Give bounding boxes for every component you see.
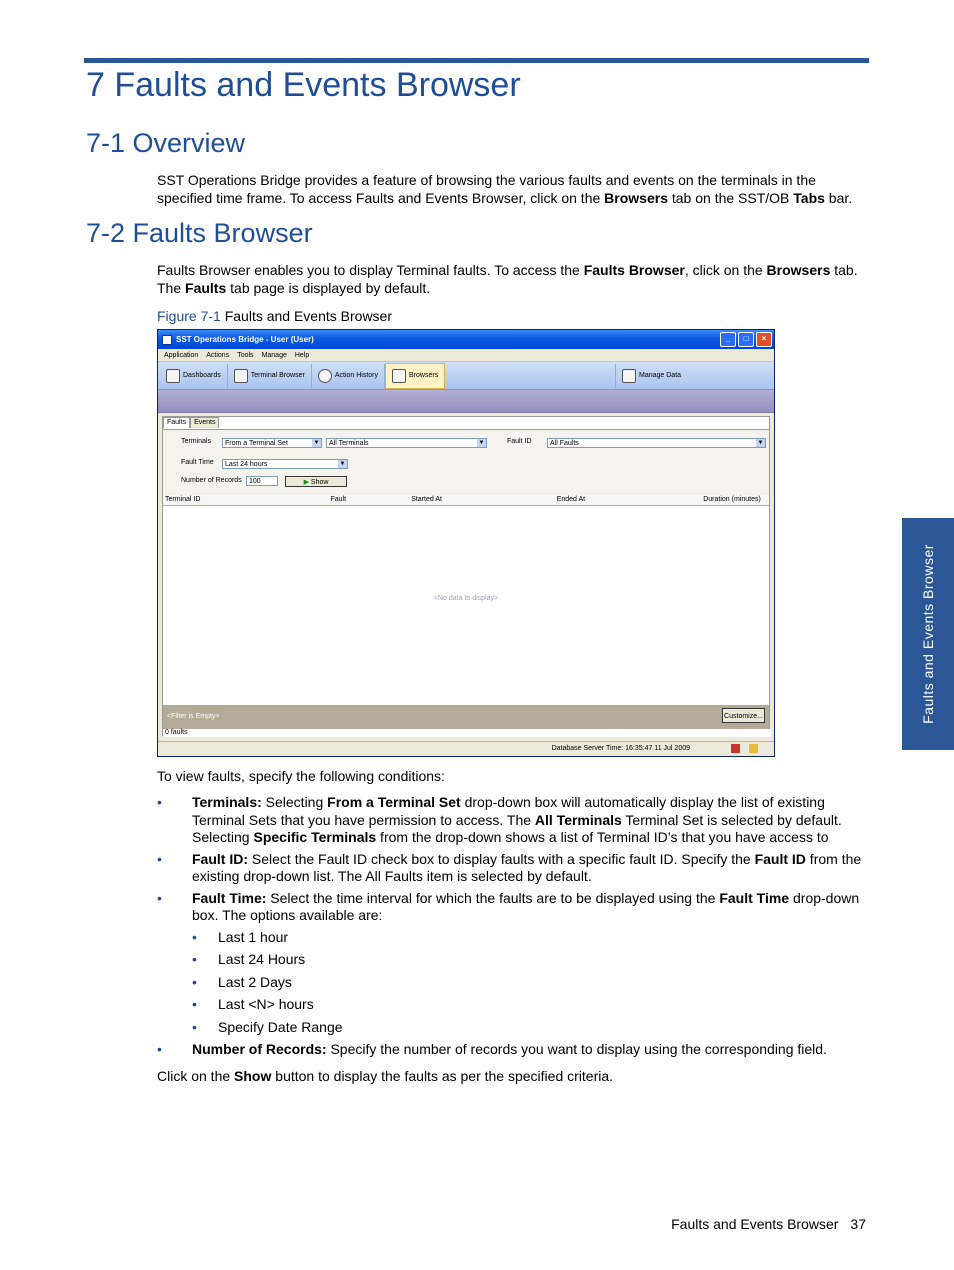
- terminals-mode-value: From a Terminal Set: [225, 440, 288, 447]
- col-duration[interactable]: Duration (minutes): [703, 496, 761, 503]
- top-rule: [84, 58, 869, 63]
- toolbar-dashboards-label: Dashboards: [183, 372, 221, 379]
- play-icon: ▶: [303, 479, 309, 486]
- menu-bar: [158, 349, 774, 362]
- records-value: 100: [249, 478, 261, 485]
- minimize-icon[interactable]: _: [720, 332, 736, 347]
- chevron-down-icon: ▼: [478, 440, 485, 446]
- filter-text[interactable]: <Filter is Empty>: [167, 713, 220, 720]
- header-band: [158, 390, 774, 413]
- list-item: [157, 851, 869, 886]
- side-tab-label: Faults and Events Browser: [920, 544, 936, 724]
- clock-icon: [318, 369, 332, 383]
- fault-time-label: Fault Time: [181, 459, 214, 466]
- terminals-mode-select[interactable]: [222, 438, 322, 448]
- lock-icon[interactable]: [749, 744, 758, 753]
- browser-pane: [162, 416, 770, 736]
- toolbar-terminal-browser-label: Terminal Browser: [250, 372, 305, 379]
- section-heading-faults-browser: 7-2 Faults Browser: [86, 218, 313, 248]
- faults-grid: [163, 495, 769, 705]
- grid-header: [163, 495, 769, 506]
- fault-id-label: Fault ID: [507, 438, 532, 445]
- menu-application[interactable]: Application: [164, 351, 199, 359]
- conditions-list: [157, 794, 869, 1063]
- show-button[interactable]: [285, 476, 347, 487]
- customize-button[interactable]: Customize...: [722, 708, 765, 723]
- list-item: [157, 794, 869, 847]
- records-input[interactable]: [246, 476, 278, 486]
- chevron-down-icon: ▼: [339, 461, 346, 467]
- page-footer: [671, 1216, 866, 1232]
- list-item: • Specify Date Range: [192, 1019, 869, 1037]
- conditions-intro: To view faults, specify the following conditions:: [157, 768, 445, 784]
- list-item: [157, 1041, 869, 1059]
- faults-browser-paragraph: Faults Browser enables you to display Terminal faults. To access the Faults Browser, click on the Browsers tab. The Faults tab page is displayed by default.: [157, 262, 858, 296]
- side-chapter-tab: [902, 518, 954, 750]
- footer-title: Faults and Events Browser: [671, 1216, 839, 1232]
- toolbar-action-history-label: Action History: [334, 372, 379, 379]
- browser-icon: [392, 369, 406, 383]
- window-title: SST Operations Bridge - User (User): [176, 335, 314, 344]
- maximize-icon[interactable]: □: [738, 332, 754, 347]
- chevron-down-icon: ▼: [313, 440, 320, 446]
- toolbar-manage-data-label: Manage Data: [639, 372, 682, 379]
- fault-id-value: All Faults: [550, 440, 579, 447]
- window-titlebar: [158, 330, 774, 349]
- list-item: • Last <N> hours: [192, 996, 869, 1014]
- col-started-at[interactable]: Started At: [411, 496, 442, 503]
- dashboard-icon: [166, 369, 180, 383]
- toolbar-spacer: [445, 364, 616, 388]
- figure-caption: [157, 308, 392, 324]
- server-time: Database Server Time: 16:35:47 11 Jul 2009: [551, 745, 690, 752]
- toolbar-manage-data[interactable]: [616, 364, 774, 388]
- terminals-select[interactable]: [326, 438, 487, 448]
- fault-time-select[interactable]: [222, 459, 348, 469]
- tab-faults[interactable]: Faults: [163, 417, 190, 428]
- chevron-down-icon: ▼: [757, 440, 764, 446]
- bullet-fault-id: Fault ID: Select the Fault ID check box to display faults with a specific fault ID. Specify the Fault ID from the existing drop-down list. The All Faults item is selected by default.: [192, 850, 862, 884]
- toolbar-action-history[interactable]: [312, 364, 385, 388]
- fault-time-value: Last 24 hours: [225, 461, 268, 468]
- filter-bar: [163, 705, 769, 729]
- no-data-message: <No data to display>: [433, 595, 499, 602]
- app-screenshot: [157, 329, 775, 757]
- closing-paragraph: Click on the Show button to display the faults as per the specified criteria.: [157, 1068, 614, 1084]
- filter-panel: [163, 429, 769, 496]
- bullet-number-of-records: Number of Records: Specify the number of records you want to display using the corresponding field.: [192, 1041, 827, 1057]
- fault-id-select[interactable]: [547, 438, 766, 448]
- app-icon: [162, 335, 172, 345]
- menu-actions[interactable]: Actions: [206, 351, 230, 359]
- chapter-title: 7 Faults and Events Browser: [86, 66, 521, 104]
- toolbar-browsers[interactable]: [385, 363, 445, 389]
- toolbar-browsers-label: Browsers: [409, 372, 439, 379]
- list-item: • Last 2 Days: [192, 974, 869, 992]
- tabs-toolbar: [158, 362, 774, 390]
- edit-icon: [622, 369, 636, 383]
- terminal-icon: [234, 369, 248, 383]
- figure-label: Figure 7-1: [157, 308, 221, 324]
- terminals-label: Terminals: [181, 438, 211, 445]
- toolbar-dashboards[interactable]: [160, 364, 228, 388]
- toolbar-terminal-browser[interactable]: [228, 364, 312, 388]
- col-ended-at[interactable]: Ended At: [556, 496, 586, 503]
- col-fault[interactable]: Fault: [330, 496, 347, 503]
- records-label: Number of Records: [181, 477, 242, 484]
- section-heading-overview: 7-1 Overview: [86, 128, 246, 158]
- status-bar: [158, 741, 774, 756]
- fault-count: 0 faults: [163, 729, 771, 737]
- fault-time-options: [192, 929, 869, 1037]
- bullet-terminals: Terminals: Selecting From a Terminal Set drop-down box will automatically display the list of existing Terminal Sets that you have permission to access. The All Terminals Terminal Set is selected by default. Selecting Specific Terminals from the drop-down shows a list of Terminal ID’s that you have access to: [192, 794, 842, 845]
- list-item: • Last 1 hour: [192, 929, 869, 947]
- show-button-label: Show: [310, 479, 329, 486]
- tab-events[interactable]: Events: [190, 417, 219, 428]
- col-terminal-id[interactable]: Terminal ID: [165, 496, 201, 503]
- bullet-fault-time: Fault Time: Select the time interval for which the faults are to be displayed using the Fault Time drop-down box. The options available are:: [192, 889, 860, 923]
- help-icon[interactable]: [731, 744, 740, 753]
- figure-title: Faults and Events Browser: [224, 308, 392, 324]
- menu-help[interactable]: Help: [294, 351, 310, 359]
- menu-manage[interactable]: Manage: [261, 351, 287, 359]
- close-icon[interactable]: ×: [756, 332, 772, 347]
- overview-paragraph: SST Operations Bridge provides a feature of browsing the various faults and events on the terminals in the specified time frame. To access Faults and Events Browser, click on the Browsers tab on the SST/OB Tabs bar.: [157, 172, 853, 206]
- list-item: [157, 890, 869, 1037]
- terminals-value: All Terminals: [329, 440, 369, 447]
- menu-tools[interactable]: Tools: [237, 351, 254, 359]
- list-item: • Last 24 Hours: [192, 951, 869, 969]
- page-number: 37: [850, 1216, 866, 1232]
